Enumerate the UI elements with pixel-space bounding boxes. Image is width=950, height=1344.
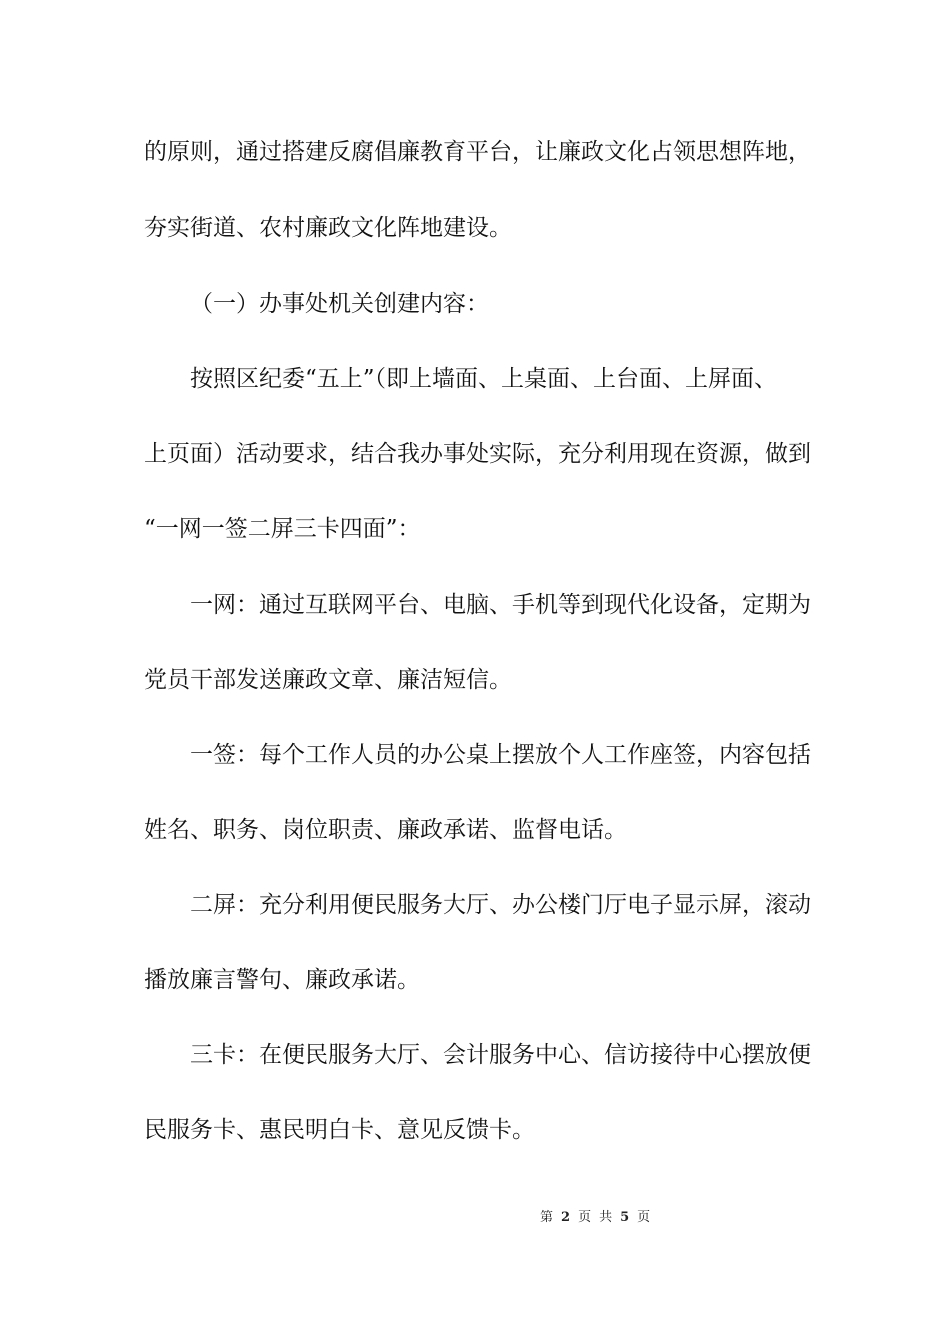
- paragraph-line: 一签：每个工作人员的办公桌上摆放个人工作座签，内容包括: [190, 742, 811, 768]
- footer-total-word: 共: [599, 1210, 613, 1225]
- footer-page-word: 页: [578, 1210, 592, 1225]
- paragraph-line: 播放廉言警句、廉政承诺。: [144, 967, 420, 993]
- footer-prefix: 第: [540, 1210, 554, 1225]
- paragraph-line: 夯实街道、农村廉政文化阵地建设。: [144, 215, 512, 241]
- current-page-number: 2: [561, 1210, 571, 1225]
- paragraph-line: 的原则，通过搭建反腐倡廉教育平台，让廉政文化占领思想阵地，: [144, 139, 811, 165]
- footer-suffix: 页: [637, 1210, 651, 1225]
- total-pages-number: 5: [620, 1210, 630, 1225]
- paragraph-line: 按照区纪委“五上”（即上墙面、上桌面、上台面、上屏面、: [190, 366, 778, 392]
- paragraph-line: 二屏：充分利用便民服务大厅、办公楼门厅电子显示屏，滚动: [190, 892, 811, 918]
- paragraph-line: 三卡：在便民服务大厅、会计服务中心、信访接待中心摆放便: [190, 1042, 811, 1068]
- paragraph-line: 一网：通过互联网平台、电脑、手机等到现代化设备，定期为: [190, 592, 811, 618]
- paragraph-line: 民服务卡、惠民明白卡、意见反馈卡。: [144, 1117, 535, 1143]
- section-heading: （一）办事处机关创建内容：: [190, 291, 489, 317]
- paragraph-line: 上页面）活动要求，结合我办事处实际，充分利用现在资源，做到: [144, 441, 811, 467]
- paragraph-line: “一网一签二屏三卡四面”：: [144, 516, 421, 542]
- paragraph-line: 姓名、职务、岗位职责、廉政承诺、监督电话。: [144, 817, 627, 843]
- page-footer: [540, 1208, 720, 1228]
- paragraph-line: 党员干部发送廉政文章、廉洁短信。: [144, 667, 512, 693]
